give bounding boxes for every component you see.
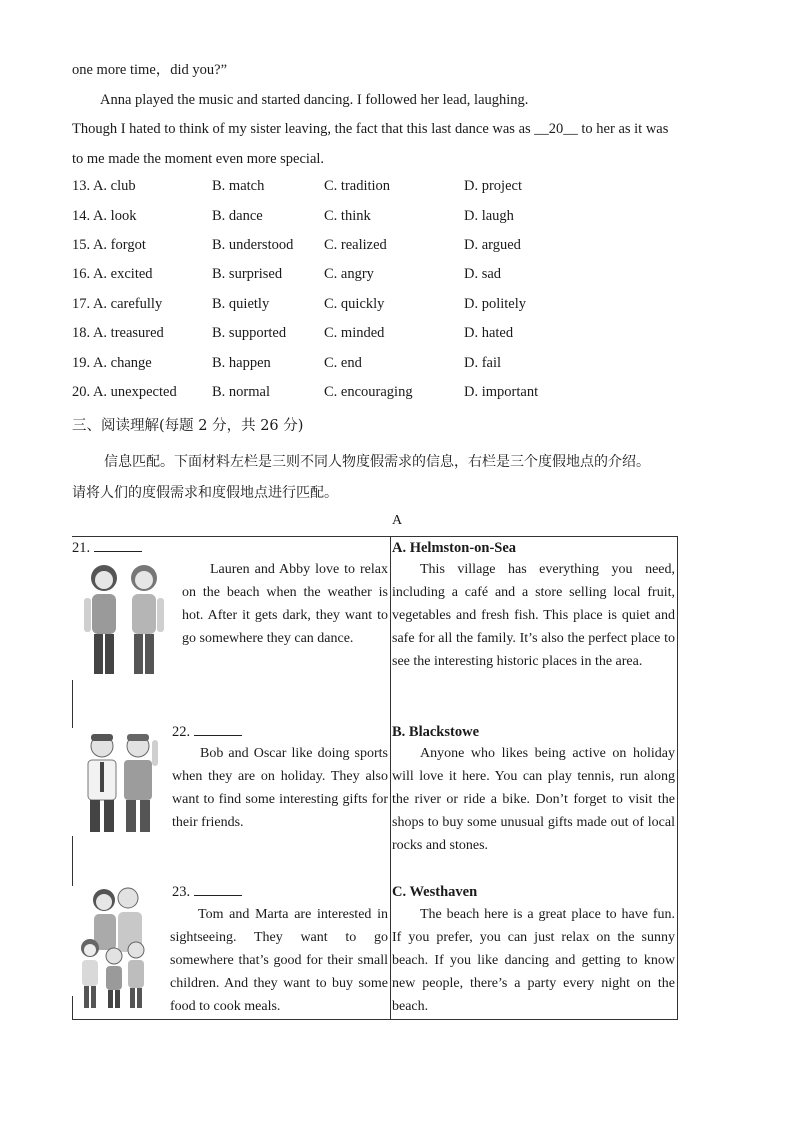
option-c: C. quickly: [324, 296, 385, 312]
option-c: C. end: [324, 355, 362, 371]
answer-blank-22[interactable]: [194, 722, 242, 736]
option-b: B. normal: [212, 384, 270, 400]
option-b: B. surprised: [212, 266, 283, 282]
option-a: 15. A. forgot: [72, 237, 146, 253]
option-a: 16. A. excited: [72, 266, 153, 282]
option-a: 19. A. change: [72, 355, 152, 371]
option-d: D. sad: [464, 266, 502, 282]
table-caption: A: [392, 513, 403, 528]
question-23-label: 23.: [172, 882, 242, 902]
instruction-line-1: 信息匹配。下面材料左栏是三则不同人物度假需求的信息，右栏是三个度假地点的介绍。: [104, 454, 650, 470]
two-women-picture: [74, 558, 174, 676]
option-row-20: [72, 384, 632, 404]
option-row-14: [72, 208, 632, 228]
answer-blank-21[interactable]: [94, 538, 142, 552]
table-border-right: [677, 536, 678, 1020]
option-d: D. important: [464, 384, 539, 400]
question-21-text: Lauren and Abby love to relax on the beach when the weather is hot. After it gets dark, they want to go somewhere they can dance.: [182, 562, 388, 646]
option-row-19: [72, 355, 632, 375]
option-d: D. hated: [464, 325, 514, 341]
passage-line-4: to me made the moment even more special.: [72, 151, 325, 167]
option-b: B. supported: [212, 325, 287, 341]
option-c: C. think: [324, 208, 371, 224]
option-a: 14. A. look: [72, 208, 137, 224]
two-men-picture: [74, 726, 166, 834]
option-d: D. fail: [464, 355, 502, 371]
option-d: D. argued: [464, 237, 521, 253]
option-a: 17. A. carefully: [72, 296, 163, 312]
table-border-left-2: [72, 836, 73, 886]
place-a-text: This village has everything you need, including a café and a store selling local fruit, vegetables and fresh fish. This place is quiet and safe for all the family. It’s also the perfect place to see the interesting historic places in the area.: [392, 562, 675, 669]
section-title: 三、阅读理解(每题 2 分，共 26 分): [72, 418, 304, 434]
option-c: C. tradition: [324, 178, 391, 194]
option-c: C. realized: [324, 237, 387, 253]
option-row-15: [72, 237, 632, 257]
table-divider: [390, 536, 391, 1020]
table-border-top: [72, 536, 678, 537]
option-b: B. quietly: [212, 296, 270, 312]
option-a: 13. A. club: [72, 178, 136, 194]
option-d: D. politely: [464, 296, 527, 312]
option-row-13: [72, 178, 632, 198]
table-border-bottom: [72, 1019, 678, 1020]
passage-line-3-a: Though I hated to think of my sister leaving, the fact that this last dance was as __: [72, 121, 549, 137]
place-b-title: B. Blackstowe: [392, 724, 479, 740]
option-b: B. match: [212, 178, 265, 194]
option-row-16: [72, 266, 632, 286]
place-c-text: The beach here is a great place to have fun. If you prefer, you can just relax on the sunny beach. If you like dancing and getting to know new people, there’s a party every night on the beach.: [392, 907, 675, 1014]
option-c: C. angry: [324, 266, 374, 282]
passage-line-1: one more time，did you?”: [72, 62, 228, 78]
option-a: 18. A. treasured: [72, 325, 164, 341]
passage-line-3-c: __ to her as it was: [563, 121, 669, 137]
question-22-text: Bob and Oscar like doing sports when they are on holiday. They also want to find some interesting gifts for their friends.: [172, 746, 388, 830]
passage-line-3: [72, 119, 668, 139]
question-21-label: 21.: [72, 538, 142, 558]
blank-20: 20: [548, 121, 564, 137]
option-b: B. dance: [212, 208, 263, 224]
option-c: C. encouraging: [324, 384, 413, 400]
place-c-title: C. Westhaven: [392, 884, 478, 900]
question-23-text: Tom and Marta are interested in sightseeing. They want to go somewhere that’s good for their small children. And they want to buy some food to cook meals.: [170, 907, 388, 1014]
option-row-18: [72, 325, 632, 345]
option-d: D. laugh: [464, 208, 514, 224]
option-d: D. project: [464, 178, 522, 194]
place-b-text: Anyone who likes being active on holiday will love it here. You can play tennis, run along the river or ride a bike. Don’t forget to visit the shops to buy some unusual gifts made out of local rocks and stones.: [392, 746, 675, 853]
family-picture: [72, 884, 152, 1012]
option-row-17: [72, 296, 632, 316]
option-c: C. minded: [324, 325, 385, 341]
instruction-line-2: 请将人们的度假需求和度假地点进行匹配。: [72, 485, 338, 501]
option-b: B. understood: [212, 237, 294, 253]
place-a-title: A. Helmston-on-Sea: [392, 540, 517, 556]
option-b: B. happen: [212, 355, 271, 371]
option-a: 20. A. unexpected: [72, 384, 177, 400]
answer-blank-23[interactable]: [194, 882, 242, 896]
table-border-left-1: [72, 680, 73, 728]
matching-table: [72, 536, 678, 1020]
question-22-label: 22.: [172, 722, 242, 742]
passage-line-2: Anna played the music and started dancing. I followed her lead, laughing.: [100, 92, 529, 108]
